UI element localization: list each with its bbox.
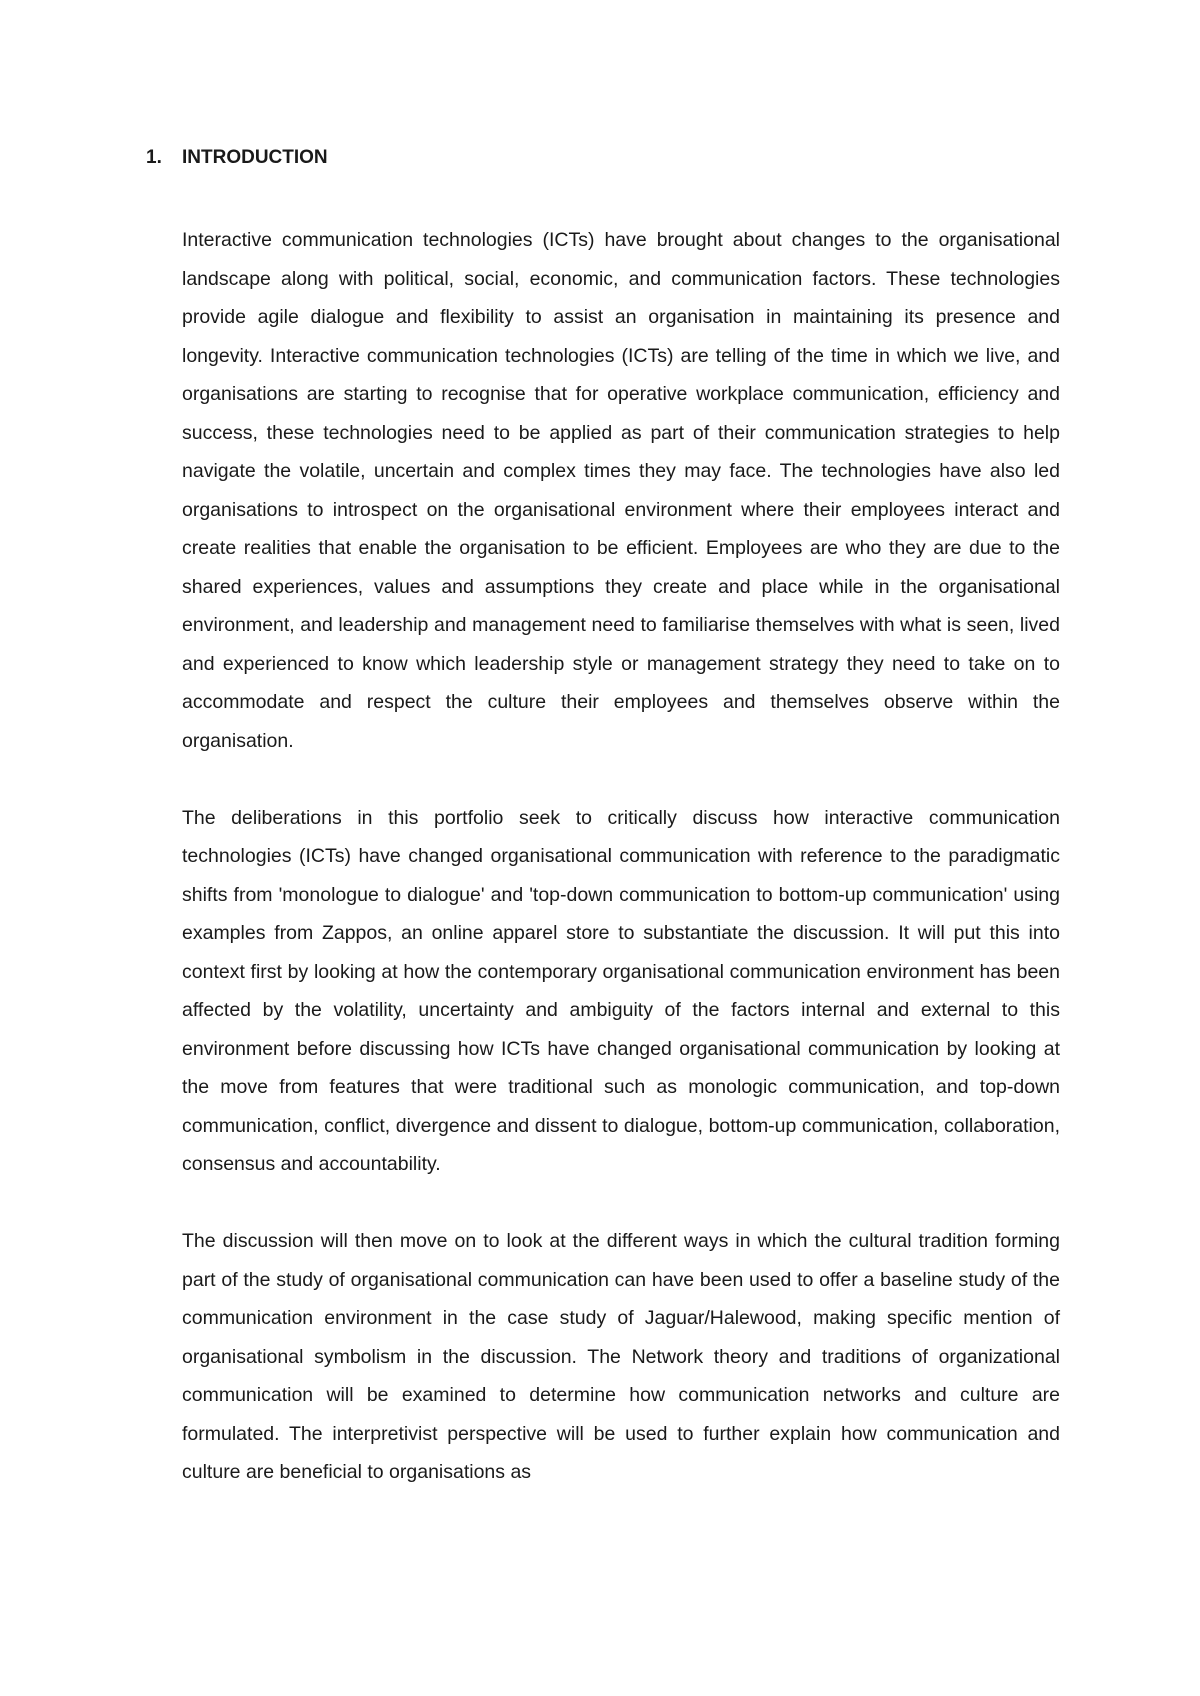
paragraph-3: The discussion will then move on to look at the different ways in which the cultural tradition forming part of the study of organisational communication can have been used to offer a baseline study of the communication environment in the case study of Jaguar/Halewood, making specific mention of organisational symbolism in the discussion. The Network theory and traditions of organizational communication will be examined to determine how communication networks and culture are formulated. The interpretivist perspective will be used to further explain how communication and culture are beneficial to organisations as (182, 1230, 1060, 1483)
section-number: 1. (146, 147, 162, 168)
paragraph-1: Interactive communication technologies (ICTs) have brought about changes to the organisational landscape along with political, social, economic, and communication factors. These technologies provide agile dialogue and flexibility to assist an organisation in maintaining its presence and longevity. Interactive communication technologies (ICTs) are telling of the time in which we live, and organisations are starting to recognise that for operative workplace communication, efficiency and success, these technologies need to be applied as part of their communication strategies to help navigate the volatile, uncertain and complex times they may face. The technologies have also led organisations to introspect on the organisational environment where their employees interact and create realities that enable the organisation to be efficient. Employees are who they are due to the shared experiences, values and assumptions they create and place while in the organisational environment, and leadership and management need to familiarise themselves with what is seen, lived and experienced to know which leadership style or management strategy they need to take on to accommodate and respect the culture their employees and themselves observe within the organisation. (182, 229, 1060, 752)
section-heading (146, 146, 328, 170)
section-title: INTRODUCTION (182, 147, 328, 168)
body-text (182, 221, 1060, 1492)
paragraph-2: The deliberations in this portfolio seek to critically discuss how interactive communication technologies (ICTs) have changed organisational communication with reference to the paradigmatic shifts from 'monologue to dialogue' and 'top-down communication to bottom-up communication' using examples from Zappos, an online apparel store to substantiate the discussion. It will put this into context first by looking at how the contemporary organisational communication environment has been affected by the volatility, uncertainty and ambiguity of the factors internal and external to this environment before discussing how ICTs have changed organisational communication by looking at the move from features that were traditional such as monologic communication, and top-down communication, conflict, divergence and dissent to dialogue, bottom-up communication, collaboration, consensus and accountability. (182, 806, 1060, 1175)
